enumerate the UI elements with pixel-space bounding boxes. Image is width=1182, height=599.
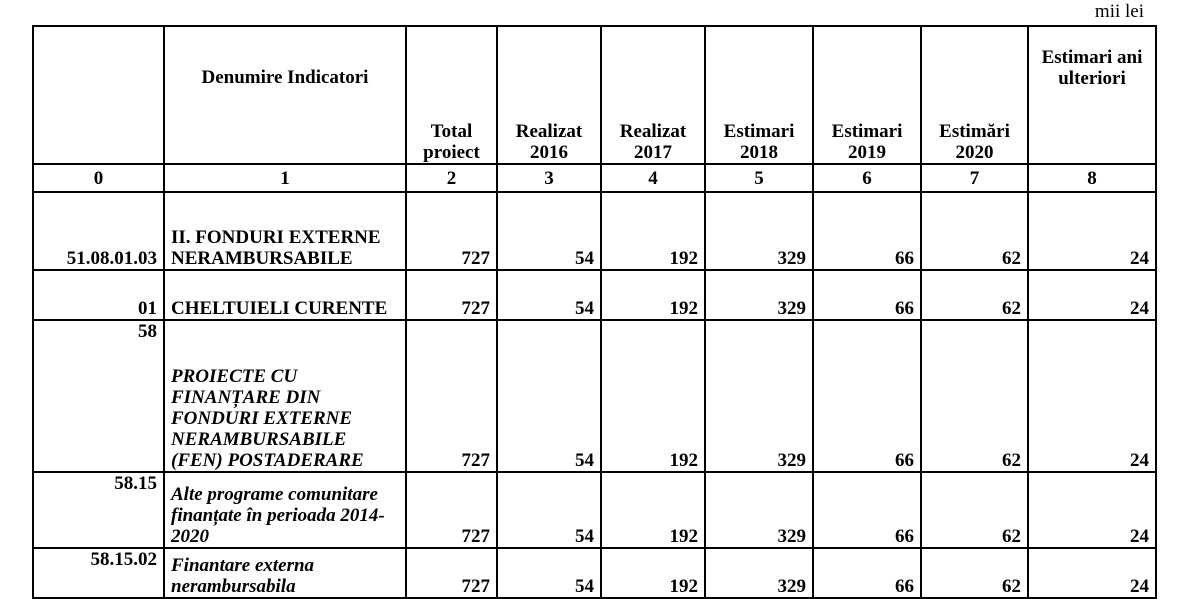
budget-table [32, 25, 1157, 599]
row-name: II. FONDURI EXTERNE NERAMBURSABILE [164, 192, 406, 270]
value-cell: 24 [1028, 192, 1156, 270]
table-row [33, 548, 1156, 598]
value-cell: 24 [1028, 270, 1156, 320]
index-cell: 2 [406, 164, 497, 192]
value-cell: 66 [813, 472, 921, 548]
index-cell: 5 [705, 164, 813, 192]
row-code: 01 [33, 270, 164, 320]
row-name: Finantare externa nerambursabila [164, 548, 406, 598]
table-row [33, 270, 1156, 320]
value-cell: 24 [1028, 548, 1156, 598]
value-cell: 62 [921, 270, 1028, 320]
row-code: 58.15.02 [33, 548, 164, 598]
index-cell: 4 [601, 164, 705, 192]
value-cell: 62 [921, 320, 1028, 472]
value-cell: 24 [1028, 320, 1156, 472]
value-cell: 192 [601, 320, 705, 472]
value-cell: 62 [921, 548, 1028, 598]
value-cell: 24 [1028, 472, 1156, 548]
header-cell: Estimari 2019 [813, 26, 921, 164]
header-cell: Realizat 2016 [497, 26, 601, 164]
table-row [33, 472, 1156, 548]
value-cell: 54 [497, 270, 601, 320]
value-cell: 192 [601, 192, 705, 270]
index-cell: 6 [813, 164, 921, 192]
value-cell: 62 [921, 472, 1028, 548]
value-cell: 192 [601, 270, 705, 320]
value-cell: 54 [497, 192, 601, 270]
header-cell: Estimari 2018 [705, 26, 813, 164]
row-code: 58.15 [33, 472, 164, 548]
header-cell: Realizat 2017 [601, 26, 705, 164]
index-cell: 3 [497, 164, 601, 192]
value-cell: 727 [406, 270, 497, 320]
row-name: CHELTUIELI CURENTE [164, 270, 406, 320]
value-cell: 329 [705, 320, 813, 472]
value-cell: 727 [406, 320, 497, 472]
value-cell: 62 [921, 192, 1028, 270]
value-cell: 54 [497, 548, 601, 598]
value-cell: 192 [601, 548, 705, 598]
index-cell: 0 [33, 164, 164, 192]
header-cell: Estimări 2020 [921, 26, 1028, 164]
row-code: 51.08.01.03 [33, 192, 164, 270]
row-name: Alte programe comunitare finanțate în perioada 2014-2020 [164, 472, 406, 548]
row-code: 58 [33, 320, 164, 472]
value-cell: 54 [497, 472, 601, 548]
value-cell: 66 [813, 548, 921, 598]
header-cell: Total proiect [406, 26, 497, 164]
value-cell: 192 [601, 472, 705, 548]
value-cell: 329 [705, 548, 813, 598]
value-cell: 329 [705, 270, 813, 320]
value-cell: 727 [406, 192, 497, 270]
row-name: PROIECTE CU FINANȚARE DIN FONDURI EXTERNE NERAMBURSABILE (FEN) POSTADERARE [164, 320, 406, 472]
value-cell: 66 [813, 192, 921, 270]
index-row [33, 164, 1156, 192]
index-cell: 7 [921, 164, 1028, 192]
header-cell: Estimari ani ulteriori [1028, 26, 1156, 164]
value-cell: 727 [406, 548, 497, 598]
table-row [33, 192, 1156, 270]
value-cell: 727 [406, 472, 497, 548]
index-cell: 8 [1028, 164, 1156, 192]
value-cell: 329 [705, 192, 813, 270]
header-row [33, 26, 1156, 164]
value-cell: 54 [497, 320, 601, 472]
table-row [33, 320, 1156, 472]
value-cell: 66 [813, 320, 921, 472]
value-cell: 329 [705, 472, 813, 548]
header-cell [33, 26, 164, 164]
header-cell: Denumire Indicatori [164, 26, 406, 164]
value-cell: 66 [813, 270, 921, 320]
index-cell: 1 [164, 164, 406, 192]
unit-label: mii lei [1094, 1, 1144, 22]
